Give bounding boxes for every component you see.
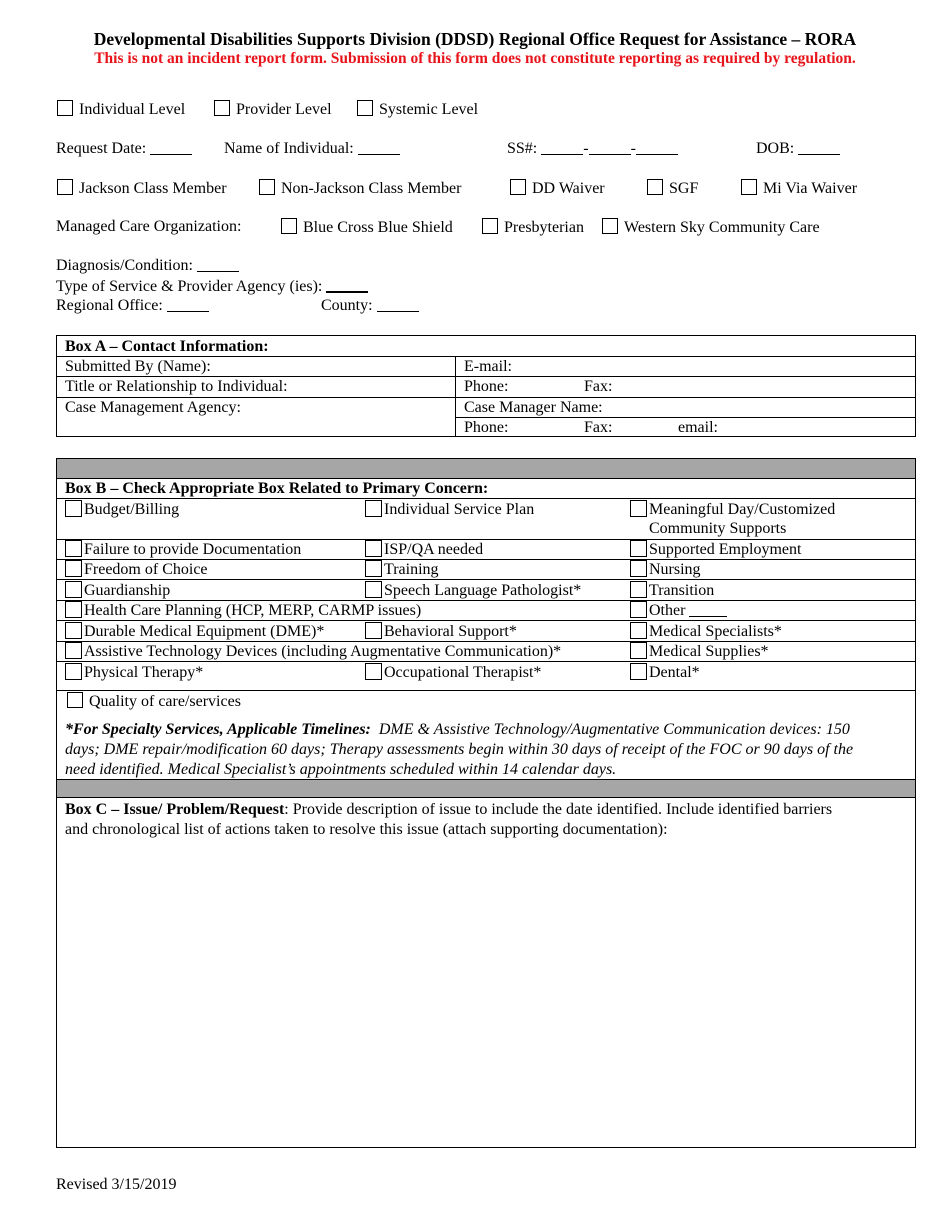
divider xyxy=(455,417,915,418)
dob-field[interactable]: DOB: xyxy=(756,140,840,158)
checkbox[interactable] xyxy=(57,100,73,116)
checkbox[interactable] xyxy=(281,218,297,234)
checkbox[interactable] xyxy=(630,560,647,577)
checkbox[interactable] xyxy=(741,179,757,195)
checkbox[interactable] xyxy=(630,642,647,659)
checkbox[interactable] xyxy=(214,100,230,116)
warning-text: This is not an incident report form. Submission of this form does not constitute reporting as required by regulation. xyxy=(94,50,856,67)
concern-dme[interactable]: Durable Medical Equipment (DME)* xyxy=(65,622,324,641)
mco-western-sky[interactable]: Western Sky Community Care xyxy=(602,218,820,237)
case-manager-name-label[interactable]: Case Manager Name: xyxy=(464,399,603,416)
request-date-blank[interactable] xyxy=(150,140,192,155)
gray-band xyxy=(57,779,915,797)
checkbox[interactable] xyxy=(365,540,382,557)
cm-email-label[interactable]: email: xyxy=(678,419,718,436)
checkbox[interactable] xyxy=(510,179,526,195)
checkbox[interactable] xyxy=(602,218,618,234)
checkbox[interactable] xyxy=(630,622,647,639)
checkbox[interactable] xyxy=(65,601,82,618)
concern-meaningful-day-line2: Community Supports xyxy=(649,520,787,537)
divider xyxy=(57,478,915,479)
individual-name-field[interactable]: Name of Individual: xyxy=(224,140,400,158)
divider xyxy=(57,376,915,377)
concern-failure-doc[interactable]: Failure to provide Documentation xyxy=(65,540,301,559)
mco-bcbs[interactable]: Blue Cross Blue Shield xyxy=(281,218,453,237)
concern-ot[interactable]: Occupational Therapist* xyxy=(365,663,541,682)
ss-field[interactable]: SS#: - - xyxy=(507,140,678,158)
checkbox[interactable] xyxy=(365,560,382,577)
divider xyxy=(57,579,915,580)
checkbox[interactable] xyxy=(67,692,83,708)
class-mi-via[interactable]: Mi Via Waiver xyxy=(741,179,857,198)
request-date-field[interactable]: Request Date: xyxy=(56,140,192,158)
checkbox[interactable] xyxy=(65,500,82,517)
checkbox[interactable] xyxy=(65,560,82,577)
email-label[interactable]: E-mail: xyxy=(464,358,512,375)
divider xyxy=(57,397,915,398)
concern-transition[interactable]: Transition xyxy=(630,581,714,600)
divider xyxy=(455,356,456,436)
checkbox[interactable] xyxy=(65,581,82,598)
concern-supported-employment[interactable]: Supported Employment xyxy=(630,540,801,559)
box-c-text-area[interactable] xyxy=(61,844,911,1144)
timelines-line3: need identified. Medical Specialist’s appointments scheduled within 14 calendar days. xyxy=(65,761,617,778)
individual-name-blank[interactable] xyxy=(358,140,400,155)
form-title: Developmental Disabilities Supports Division (DDSD) Regional Office Request for Assistance – RORA xyxy=(93,29,857,49)
class-sgf[interactable]: SGF xyxy=(647,179,698,198)
concern-training[interactable]: Training xyxy=(365,560,439,579)
box-b-title: Box B – Check Appropriate Box Related to Primary Concern: xyxy=(65,480,489,497)
concern-budget[interactable]: Budget/Billing xyxy=(65,500,179,519)
level-systemic[interactable]: Systemic Level xyxy=(357,100,478,119)
checkbox[interactable] xyxy=(65,540,82,557)
service-field[interactable]: Type of Service & Provider Agency (ies): xyxy=(56,277,368,296)
concern-other[interactable]: Other xyxy=(630,601,727,620)
concern-isp[interactable]: Individual Service Plan xyxy=(365,500,534,519)
divider xyxy=(57,498,915,499)
box-c-description-line2: and chronological list of actions taken to resolve this issue (attach supporting documentation): xyxy=(65,821,668,838)
concern-behavioral[interactable]: Behavioral Support* xyxy=(365,622,517,641)
concern-hcp[interactable]: Health Care Planning (HCP, MERP, CARMP issues) xyxy=(65,601,421,620)
box-c-title: Box C – Issue/ Problem/Request xyxy=(65,801,285,818)
county-field[interactable]: County: xyxy=(321,297,419,315)
revised-date: Revised 3/15/2019 xyxy=(56,1176,177,1193)
checkbox[interactable] xyxy=(65,642,82,659)
class-non-jackson[interactable]: Non-Jackson Class Member xyxy=(259,179,461,198)
concern-guardianship[interactable]: Guardianship xyxy=(65,581,170,600)
checkbox[interactable] xyxy=(57,179,73,195)
concern-atd[interactable]: Assistive Technology Devices (including Augmentative Communication)* xyxy=(65,642,561,661)
phone-label[interactable]: Phone: xyxy=(464,378,509,395)
checkbox[interactable] xyxy=(630,581,647,598)
box-a-title: Box A – Contact Information: xyxy=(65,338,269,355)
concern-dental[interactable]: Dental* xyxy=(630,663,700,682)
checkbox[interactable] xyxy=(365,581,382,598)
box-a-contact-info xyxy=(56,335,916,437)
case-management-agency-label[interactable]: Case Management Agency: xyxy=(65,399,241,416)
checkbox[interactable] xyxy=(357,100,373,116)
checkbox[interactable] xyxy=(65,622,82,639)
box-b-primary-concern xyxy=(56,458,916,1148)
concern-pt[interactable]: Physical Therapy* xyxy=(65,663,203,682)
box-c-description-line1: Box C – Issue/ Problem/Request: Provide description of issue to include the date identified. Include identified barriers xyxy=(65,801,833,818)
divider xyxy=(57,797,915,798)
concern-medical-specialists[interactable]: Medical Specialists* xyxy=(630,622,782,641)
concern-quality[interactable]: Quality of care/services xyxy=(67,692,241,711)
checkbox[interactable] xyxy=(630,540,647,557)
regional-office-field[interactable]: Regional Office: xyxy=(56,297,209,315)
checkbox[interactable] xyxy=(65,663,82,680)
concern-meaningful-day[interactable]: Meaningful Day/Customized xyxy=(630,500,835,519)
concern-nursing[interactable]: Nursing xyxy=(630,560,701,579)
title-relationship-label[interactable]: Title or Relationship to Individual: xyxy=(65,378,288,395)
mco-presbyterian[interactable]: Presbyterian xyxy=(482,218,584,237)
checkbox[interactable] xyxy=(259,179,275,195)
timelines-line1: *For Specialty Services, Applicable Timelines: DME & Assistive Technology/Augmentative Communication devices: 150 xyxy=(65,721,850,738)
timelines-line2: days; DME repair/modification 60 days; Therapy assessments begin within 30 days of receipt of the FOC or 90 days of the xyxy=(65,741,854,758)
checkbox[interactable] xyxy=(365,500,382,517)
other-blank[interactable] xyxy=(689,602,727,617)
checkbox[interactable] xyxy=(630,500,647,517)
divider xyxy=(57,690,915,691)
gray-band xyxy=(57,459,915,478)
concern-ispqa[interactable]: ISP/QA needed xyxy=(365,540,483,559)
diagnosis-field[interactable]: Diagnosis/Condition: xyxy=(56,257,239,275)
checkbox[interactable] xyxy=(630,601,647,618)
fax-label[interactable]: Fax: xyxy=(584,378,613,395)
concern-medical-supplies[interactable]: Medical Supplies* xyxy=(630,642,769,661)
class-dd-waiver[interactable]: DD Waiver xyxy=(510,179,605,198)
class-jackson[interactable]: Jackson Class Member xyxy=(57,179,227,198)
checkbox[interactable] xyxy=(365,663,382,680)
level-provider[interactable]: Provider Level xyxy=(214,100,332,119)
mco-label: Managed Care Organization: xyxy=(56,218,242,235)
checkbox[interactable] xyxy=(365,622,382,639)
divider xyxy=(57,779,915,780)
divider xyxy=(57,661,915,662)
level-individual[interactable]: Individual Level xyxy=(57,100,185,119)
submitted-by-label[interactable]: Submitted By (Name): xyxy=(65,358,211,375)
cm-fax-label[interactable]: Fax: xyxy=(584,419,613,436)
divider xyxy=(57,356,915,357)
checkbox[interactable] xyxy=(482,218,498,234)
cm-phone-label[interactable]: Phone: xyxy=(464,419,509,436)
checkbox[interactable] xyxy=(630,663,647,680)
checkbox[interactable] xyxy=(647,179,663,195)
divider xyxy=(57,620,915,621)
concern-speech[interactable]: Speech Language Pathologist* xyxy=(365,581,581,600)
concern-freedom-choice[interactable]: Freedom of Choice xyxy=(65,560,208,579)
